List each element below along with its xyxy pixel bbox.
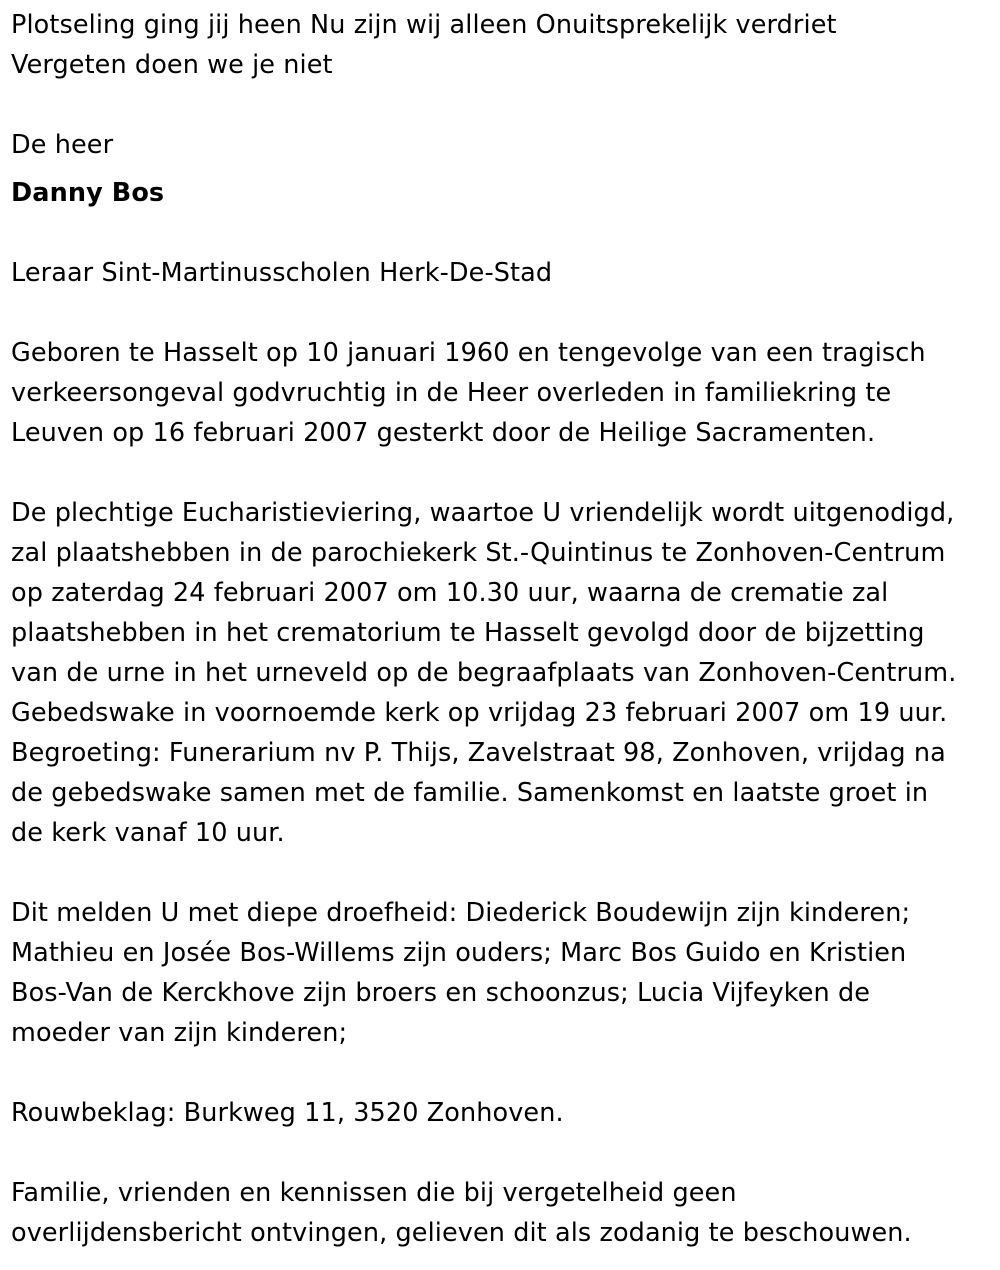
paragraph-line: zal plaatshebben in de parochiekerk St.-Quintinus te Zonhoven-Centrum [11, 538, 946, 568]
paragraph-line: Familie, vrienden en kennissen die bij vergetelheid geen [11, 1178, 737, 1208]
spacer [11, 1133, 996, 1173]
paragraph-line: verkeersongeval godvruchtig in de Heer overleden in familiekring te [11, 378, 892, 408]
paragraph-line: plaatshebben in het crematorium te Hasselt gevolgd door de bijzetting [11, 618, 925, 648]
spacer [11, 165, 996, 173]
paragraph-line: overlijdensbericht ontvingen, gelieven dit als zodanig te beschouwen. [11, 1218, 912, 1248]
deceased-name: Danny Bos [11, 178, 165, 208]
spacer [11, 853, 996, 893]
ceremony-paragraph [11, 493, 996, 853]
spacer [11, 1053, 996, 1093]
paragraph-line: Geboren te Hasselt op 10 januari 1960 en tengevolge van een tragisch [11, 338, 926, 368]
paragraph-line: moeder van zijn kinderen; [11, 1018, 348, 1048]
spacer [11, 213, 996, 253]
paragraph-line: op zaterdag 24 februari 2007 om 10.30 uur, waarna de crematie zal [11, 578, 889, 608]
paragraph-line: Bos-Van de Kerckhove zijn broers en schoonzus; Lucia Vijfeyken de [11, 978, 871, 1008]
paragraph-line: De plechtige Eucharistieviering, waartoe U vriendelijk wordt uitgenodigd, [11, 498, 955, 528]
motto-line: Plotseling ging jij heen Nu zijn wij alleen Onuitsprekelijk verdriet [11, 10, 837, 40]
obituary-document [11, 5, 996, 1253]
spacer [11, 85, 996, 125]
paragraph-line: de gebedswake samen met de familie. Samenkomst en laatste groet in [11, 778, 929, 808]
spacer [11, 453, 996, 493]
occupation: Leraar Sint-Martinusscholen Herk-De-Stad [11, 258, 553, 288]
condolence-address: Rouwbeklag: Burkweg 11, 3520 Zonhoven. [11, 1098, 564, 1128]
paragraph-line: Dit melden U met diepe droefheid: Diederick Boudewijn zijn kinderen; [11, 898, 911, 928]
motto-line: Vergeten doen we je niet [11, 50, 333, 80]
birth-death-paragraph [11, 333, 996, 453]
spacer [11, 293, 996, 333]
paragraph-line: de kerk vanaf 10 uur. [11, 818, 285, 848]
motto-block [11, 5, 996, 85]
salutation: De heer [11, 130, 114, 160]
closing-note-paragraph [11, 1173, 996, 1253]
paragraph-line: Leuven op 16 februari 2007 gesterkt door de Heilige Sacramenten. [11, 418, 876, 448]
paragraph-line: Begroeting: Funerarium nv P. Thijs, Zavelstraat 98, Zonhoven, vrijdag na [11, 738, 946, 768]
paragraph-line: Gebedswake in voornoemde kerk op vrijdag 23 februari 2007 om 19 uur. [11, 698, 948, 728]
announcement-paragraph [11, 893, 996, 1053]
paragraph-line: van de urne in het urneveld op de begraafplaats van Zonhoven-Centrum. [11, 658, 957, 688]
paragraph-line: Mathieu en Josée Bos-Willems zijn ouders; Marc Bos Guido en Kristien [11, 938, 907, 968]
